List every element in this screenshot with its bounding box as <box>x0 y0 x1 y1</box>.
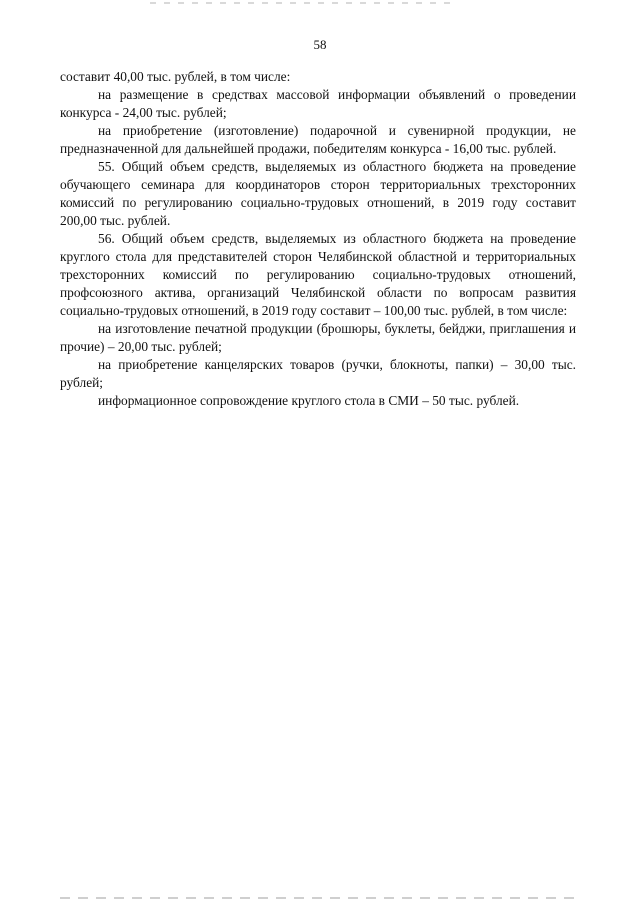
paragraph-item-stationery: на приобретение канцелярских товаров (ручки, блокноты, папки) – 30,00 тыс. рублей; <box>60 357 576 390</box>
scan-artifact-bottom <box>60 897 580 899</box>
page-number: 58 <box>313 37 327 52</box>
document-body <box>60 68 576 410</box>
paragraph-continuation: составит 40,00 тыс. рублей, в том числе: <box>60 69 291 84</box>
paragraph-item-media: на размещение в средствах массовой информации объявлений о проведении конкурса - 24,00 тыс. рублей; <box>60 87 576 120</box>
paragraph-clause-55: 55. Общий объем средств, выделяемых из областного бюджета на проведение обучающего семинара для координаторов сторон территориальных трехсторонних комиссий по регулированию социально-трудовых отношений, в 2019 году составит 200,00 тыс. рублей. <box>60 159 576 228</box>
paragraph-item-printing: на изготовление печатной продукции (брошюры, буклеты, бейджи, приглашения и прочие) – 20,00 тыс. рублей; <box>60 321 576 354</box>
scan-artifact-top <box>150 2 450 4</box>
paragraph-item-info-support: информационное сопровождение круглого стола в СМИ – 50 тыс. рублей. <box>98 393 520 408</box>
paragraph-clause-56: 56. Общий объем средств, выделяемых из областного бюджета на проведение круглого стола для представителей сторон Челябинской областной и территориальных трехсторонних комиссий по регулированию социально-трудовых отношений, профсоюзного актива, организаций Челябинской области по вопросам развития социально-трудовых отношений, в 2019 году составит – 100,00 тыс. рублей, в том числе: <box>60 231 576 318</box>
paragraph-item-souvenirs: на приобретение (изготовление) подарочной и сувенирной продукции, не предназначенной для дальнейшей продажи, победителям конкурса - 16,00 тыс. рублей. <box>60 123 576 156</box>
